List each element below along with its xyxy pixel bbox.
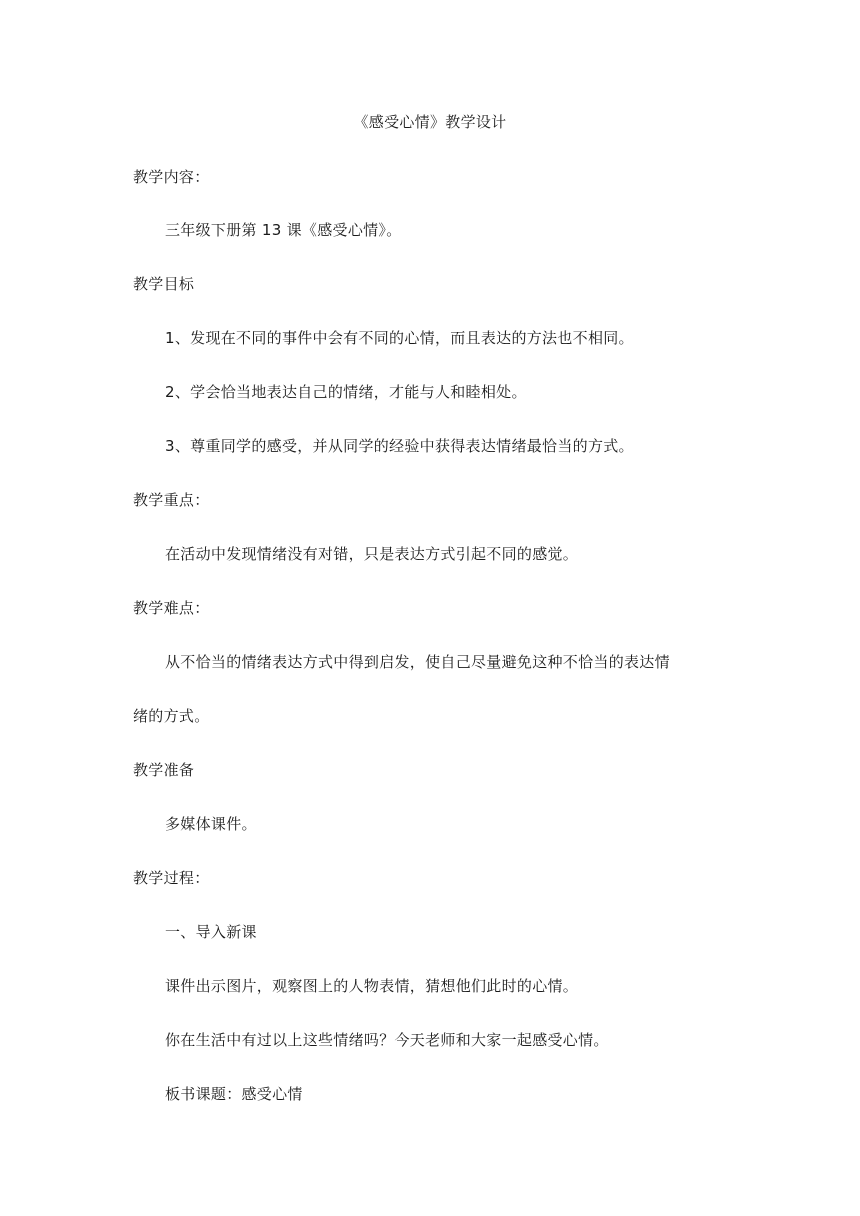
content-heading: 教学内容： xyxy=(133,168,210,186)
process-item-4: 板书课题：感受心情 xyxy=(165,1085,303,1103)
goal-item-3: 3、尊重同学的感受，并从同学的经验中获得表达情绪最恰当的方式。 xyxy=(165,437,634,455)
process-item-1: 一、导入新课 xyxy=(165,923,257,941)
content-text: 三年级下册第 13 课《感受心情》。 xyxy=(165,221,402,239)
process-item-2: 课件出示图片，观察图上的人物表情，猜想他们此时的心情。 xyxy=(165,977,579,995)
key-text: 在活动中发现情绪没有对错，只是表达方式引起不同的感觉。 xyxy=(165,545,579,563)
prep-heading: 教学准备 xyxy=(133,761,195,779)
goals-heading: 教学目标 xyxy=(133,275,195,293)
goal-item-2: 2、学会恰当地表达自己的情绪，才能与人和睦相处。 xyxy=(165,383,527,401)
process-heading: 教学过程： xyxy=(133,869,210,887)
difficulty-text-line2: 绪的方式。 xyxy=(133,707,210,725)
document-title: 《感受心情》教学设计 xyxy=(353,113,507,131)
difficulty-text-line1: 从不恰当的情绪表达方式中得到启发，使自己尽量避免这种不恰当的表达情 xyxy=(165,653,670,671)
process-item-3: 你在生活中有过以上这些情绪吗？今天老师和大家一起感受心情。 xyxy=(165,1031,609,1049)
goal-item-1: 1、发现在不同的事件中会有不同的心情，而且表达的方法也不相同。 xyxy=(165,329,634,347)
key-heading: 教学重点： xyxy=(133,491,210,509)
difficulty-heading: 教学难点： xyxy=(133,599,210,617)
prep-text: 多媒体课件。 xyxy=(165,815,257,833)
